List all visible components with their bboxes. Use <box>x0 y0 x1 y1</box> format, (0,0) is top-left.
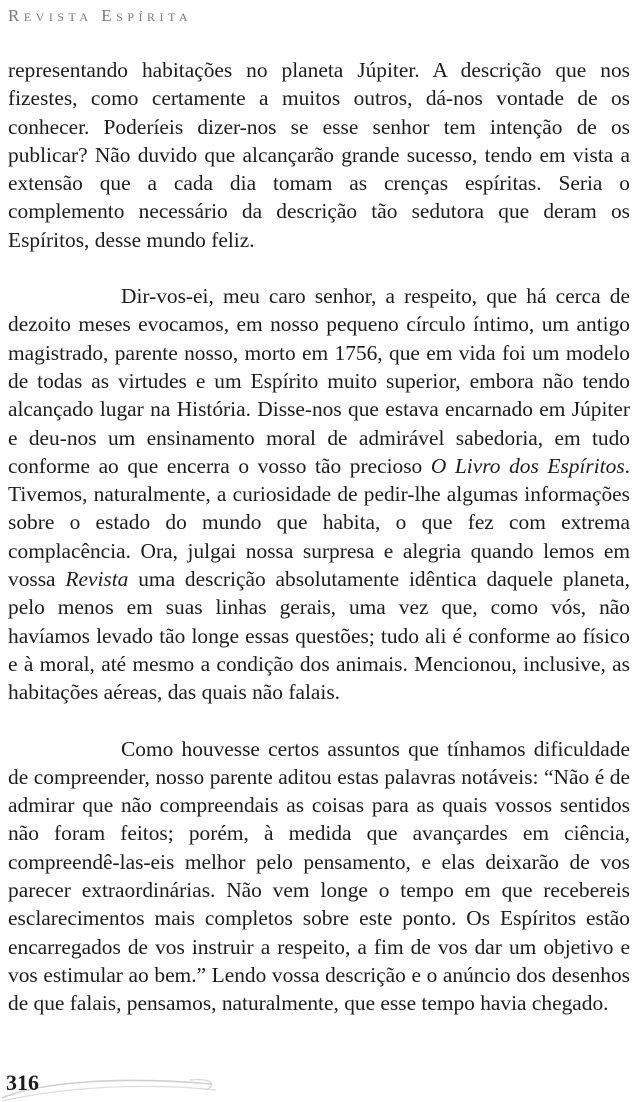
book-title-livro-dos-espiritos: O Livro dos Espíritos <box>430 453 625 478</box>
publication-title-revista: Revista <box>65 567 129 592</box>
article-body <box>8 56 630 1018</box>
paragraph-2 <box>8 282 630 706</box>
running-header: Revista Espírita <box>8 6 193 25</box>
paragraph-2-part-1: Dir-vos-ei, meu caro senhor, a respeito, que há cerca de dezoito meses evocamos, em nosso pequeno círculo íntimo, um antigo magistrado, parente nosso, morto em 1756, que em vida foi um modelo de todas as virtudes e um Espírito muito superior, embora não tendo alcançado lugar na História. Disse-nos que estava encarnado em Júpiter e deu-nos um ensinamento moral de admirável sabedoria, em tudo conforme ao que encerra o vosso tão precioso <box>8 284 630 478</box>
paragraph-3: Como houvesse certos assuntos que tínhamos dificuldade de compreender, nosso parente aditou estas palavras notáveis: “Não é de admirar que não compreendais as coisas para as quais vossos sentidos não foram feitos; porém, à medida que avançardes em ciência, compreendê-las-eis melhor pelo pensamento, e elas deixarão de vos parecer extraordinárias. Não vem longe o tempo em que recebereis esclarecimentos mais completos sobre este ponto. Os Espíritos estão encarregados de vos instruir a respeito, a fim de vos dar um objetivo e vos estimular ao bem.” Lendo vossa descrição e o anúncio dos desenhos de que falais, pensamos, naturalmente, que esse tempo havia chegado. <box>8 736 630 1016</box>
paragraph-2-part-3: uma descrição absolutamente idêntica daquele planeta, pelo menos em suas linhas gerais, uma vez que, como vós, não havíamos levado tão longe essas questões; tudo ali é conforme ao físico e à moral, até mesmo a condição dos animais. Mencionou, inclusive, as habitações aéreas, das quais não falais. <box>8 567 630 705</box>
paragraph-1: representando habitações no planeta Júpiter. A descrição que nos fizestes, como certamente a muitos outros, dá-nos vontade de os conhecer. Poderíeis dizer-nos se esse senhor tem intenção de os publicar? Não duvido que alcançarão grande sucesso, tendo em vista a extensão que a cada dia tomam as crenças espíritas. Seria o complemento necessário da descrição tão sedutora que deram os Espíritos, desse mundo feliz. <box>8 58 630 252</box>
paragraph-2-part-2: . Tivemos, naturalmente, a curiosidade de pedir-lhe algumas informações sobre o estado do mundo que habita, o que fez com extrema complacência. Ora, julgai nossa surpresa e alegria quando lemos em vossa <box>8 453 631 592</box>
page-number: 316 <box>6 1070 39 1095</box>
page-footer <box>0 1068 636 1102</box>
